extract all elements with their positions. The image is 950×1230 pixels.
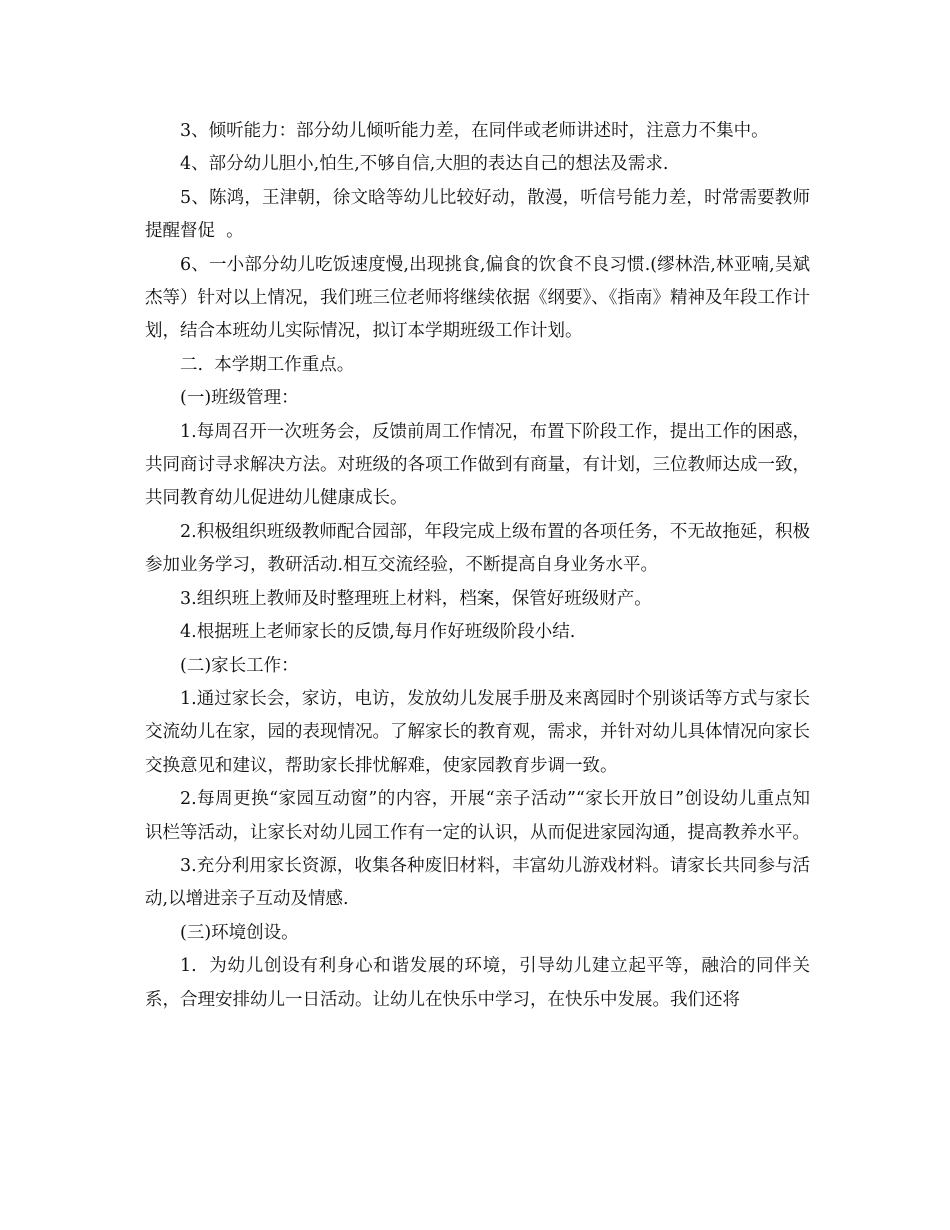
document-body — [145, 115, 810, 1017]
paragraph: 1. 为幼儿创设有利身心和谐发展的环境，引导幼儿建立起平等，融洽的同伴关系，合理安排幼儿一日活动。让幼儿在快乐中学习，在快乐中发展。我们还将 — [145, 956, 810, 1010]
paragraph: 3.充分利用家长资源，收集各种废旧材料，丰富幼儿游戏材料。请家长共同参与活动,以增进亲子互动及情感. — [145, 855, 810, 910]
paragraph: 4、部分幼儿胆小,怕生,不够自信,大胆的表达自己的想法及需求. — [180, 154, 669, 175]
section-heading: 二. 本学期工作重点。 — [180, 354, 355, 375]
subsection-heading: (二)家长工作： — [180, 655, 299, 676]
paragraph: 2.积极组织班级教师配合园部，年段完成上级布置的各项任务，不无故拖延，积极参加业务学习，教研活动.相互交流经验，不断提高自身业务水平。 — [145, 521, 810, 576]
paragraph: 5、陈鸿，王津朝，徐文晗等幼儿比较好动，散漫，听信号能力差，时常需要教师提醒督促 。 — [145, 187, 810, 242]
paragraph: 6、一小部分幼儿吃饭速度慢,出现挑食,偏食的饮食不良习惯.(缪林浩,林亚喃,吴斌杰等）针对以上情况，我们班三位老师将继续依据《纲要》、《指南》精神及年段工作计划，结合本班幼儿实际情况，拟订本学期班级工作计划。 — [145, 254, 810, 342]
paragraph: 2.每周更换“家园互动窗”的内容，开展“亲子活动”“家长开放日”创设幼儿重点知识栏等活动，让家长对幼儿园工作有一定的认识，从而促进家园沟通，提高教养水平。 — [145, 789, 810, 843]
paragraph: 1.每周召开一次班务会，反馈前周工作情况，布置下阶段工作，提出工作的困惑，共同商讨寻求解决方法。对班级的各项工作做到有商量，有计划，三位教师达成一致，共同教育幼儿促进幼儿健康成长。 — [145, 421, 810, 509]
paragraph: 1.通过家长会，家访，电访，发放幼儿发展手册及来离园时个别谈话等方式与家长交流幼儿在家，园的表现情况。了解家长的教育观，需求，并针对幼儿具体情况向家长交换意见和建议，帮助家长排忧解难，使家园教育步调一致。 — [145, 688, 810, 776]
paragraph: 4.根据班上老师家长的反馈,每月作好班级阶段小结. — [180, 622, 576, 643]
paragraph: 3、倾听能力：部分幼儿倾听能力差，在同伴或老师讲述时，注意力不集中。 — [180, 121, 769, 141]
paragraph: 3.组织班上教师及时整理班上材料，档案，保管好班级财产。 — [180, 588, 652, 609]
subsection-heading: (一)班级管理： — [180, 388, 299, 409]
subsection-heading: (三)环境创设。 — [180, 922, 299, 943]
